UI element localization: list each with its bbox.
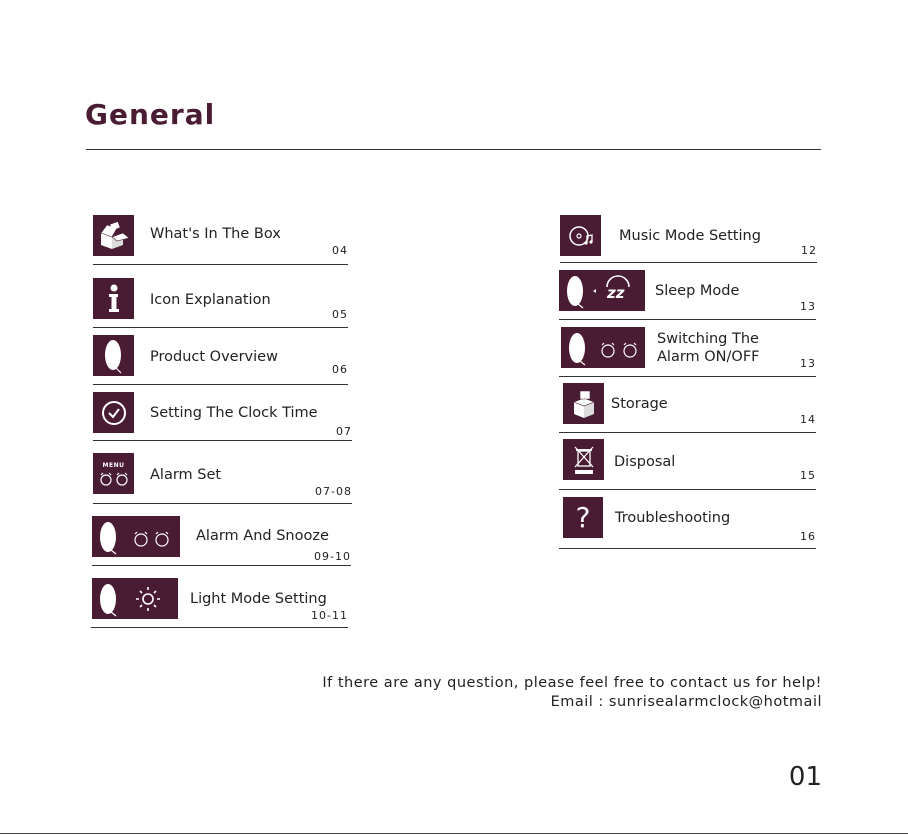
toc-page-number: 06 <box>332 363 348 376</box>
menu-text: MENU <box>102 461 125 469</box>
toc-label-line2: Alarm ON/OFF <box>657 349 760 365</box>
lamp-icon <box>93 335 134 376</box>
toc-entry-switching-alarm[interactable] <box>559 327 816 377</box>
bottom-divider <box>0 833 908 834</box>
entry-underline <box>93 264 348 265</box>
toc-label: Sleep Mode <box>655 283 740 299</box>
toc-page-number: 05 <box>332 308 348 321</box>
menu-alarms-icon <box>93 453 134 494</box>
toc-label: Light Mode Setting <box>190 591 327 607</box>
toc-page-number: 10-11 <box>311 609 348 622</box>
toc-page-number: 13 <box>800 357 816 370</box>
question-mark: ? <box>575 501 591 534</box>
contact-note: If there are any question, please feel free to contact us for help! <box>322 675 822 691</box>
entry-underline <box>559 319 816 320</box>
sleep-zz-text: zz <box>607 284 625 302</box>
toc-label: Disposal <box>614 454 676 470</box>
entry-underline <box>93 440 352 441</box>
toc-page-number: 07 <box>336 425 352 438</box>
toc-label: Music Mode Setting <box>619 228 761 244</box>
title-divider <box>86 149 821 150</box>
open-box-icon <box>93 215 134 256</box>
toc-page-number: 13 <box>800 300 816 313</box>
toc-entry-troubleshooting[interactable] <box>559 497 816 549</box>
music-disc-icon <box>560 215 601 256</box>
toc-label: What's In The Box <box>150 226 281 242</box>
toc-page-number: 14 <box>800 413 816 426</box>
storage-box-icon <box>563 383 604 424</box>
toc-entry-whats-in-the-box[interactable] <box>93 214 348 265</box>
toc-entry-sleep-mode[interactable] <box>559 270 816 320</box>
lamp-sleep-icon <box>559 270 645 311</box>
toc-page-number: 15 <box>800 469 816 482</box>
toc-entry-alarm-set[interactable] <box>93 453 352 504</box>
entry-underline <box>559 548 816 549</box>
toc-page-number: 16 <box>800 530 816 543</box>
toc-entry-alarm-and-snooze[interactable] <box>92 516 351 566</box>
toc-entry-setting-clock-time[interactable] <box>93 392 352 441</box>
contact-email: Email : sunrisealarmclock@hotmail <box>550 694 822 710</box>
info-icon <box>93 278 134 319</box>
clock-check-icon <box>93 392 134 433</box>
question-icon <box>563 497 603 538</box>
entry-underline <box>93 503 352 504</box>
toc-label: Storage <box>611 396 668 412</box>
toc-label: Setting The Clock Time <box>150 405 318 421</box>
toc-entry-disposal[interactable] <box>559 439 816 490</box>
toc-entry-icon-explanation[interactable] <box>93 278 348 328</box>
entry-underline <box>93 327 348 328</box>
lamp-alarms-icon <box>92 516 180 557</box>
toc-entry-product-overview[interactable] <box>93 335 348 385</box>
entry-underline <box>559 489 816 490</box>
toc-page-number: 12 <box>801 244 817 257</box>
toc-label-line1: Switching The <box>657 331 759 347</box>
page-number: 01 <box>788 762 822 792</box>
toc-label <box>657 330 787 366</box>
lamp-alarm-switch-icon <box>561 327 645 368</box>
toc-label: Product Overview <box>150 349 278 365</box>
entry-underline <box>93 384 348 385</box>
toc-entry-storage[interactable] <box>559 383 816 433</box>
toc-page-number: 04 <box>332 244 348 257</box>
entry-underline <box>559 432 816 433</box>
entry-underline <box>92 565 351 566</box>
entry-underline <box>559 376 816 377</box>
toc-entry-music-mode-setting[interactable] <box>560 215 817 263</box>
entry-underline <box>560 262 817 263</box>
toc-label: Troubleshooting <box>615 510 731 526</box>
toc-page-number: 09-10 <box>314 550 351 563</box>
toc-label: Icon Explanation <box>150 292 271 308</box>
toc-page-number: 07-08 <box>315 485 352 498</box>
toc-entry-light-mode-setting[interactable] <box>91 578 348 628</box>
page-title: General <box>85 98 216 131</box>
toc-label: Alarm Set <box>150 467 222 483</box>
crossed-bin-icon <box>563 439 604 480</box>
entry-underline <box>91 627 348 628</box>
toc-label: Alarm And Snooze <box>196 528 329 544</box>
lamp-sun-icon <box>92 578 178 619</box>
